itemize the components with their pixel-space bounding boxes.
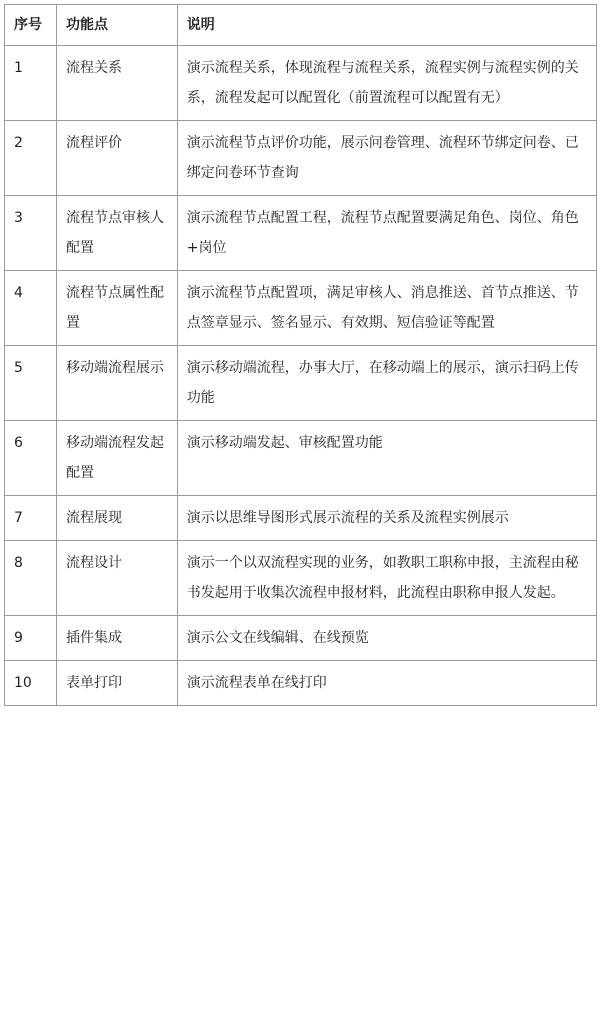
table-header (5, 5, 597, 46)
header-desc: 说明 (177, 5, 596, 46)
row-feature: 流程节点审核人配置 (56, 196, 177, 271)
table-row (5, 271, 597, 346)
row-feature: 流程设计 (56, 541, 177, 616)
row-feature: 移动端流程发起配置 (56, 421, 177, 496)
row-feature: 流程评价 (56, 121, 177, 196)
header-feature: 功能点 (56, 5, 177, 46)
row-feature: 移动端流程展示 (56, 346, 177, 421)
row-no: 5 (5, 346, 57, 421)
row-no: 1 (5, 46, 57, 121)
table-row (5, 661, 597, 706)
row-desc: 演示流程节点配置项，满足审核人、消息推送、首节点推送、节点签章显示、签名显示、有效期、短信验证等配置 (177, 271, 596, 346)
table-row (5, 496, 597, 541)
table-row (5, 421, 597, 496)
row-desc: 演示移动端流程，办事大厅，在移动端上的展示，演示扫码上传功能 (177, 346, 596, 421)
row-no: 6 (5, 421, 57, 496)
row-desc: 演示流程关系，体现流程与流程关系，流程实例与流程实例的关系，流程发起可以配置化（前置流程可以配置有无） (177, 46, 596, 121)
row-desc: 演示一个以双流程实现的业务，如教职工职称申报，主流程由秘书发起用于收集次流程申报材料，此流程由职称申报人发起。 (177, 541, 596, 616)
table-row (5, 121, 597, 196)
table-row (5, 346, 597, 421)
header-no: 序号 (5, 5, 57, 46)
row-no: 8 (5, 541, 57, 616)
row-no: 4 (5, 271, 57, 346)
row-feature: 流程展现 (56, 496, 177, 541)
row-desc: 演示流程节点评价功能，展示问卷管理、流程环节绑定问卷、已绑定问卷环节查询 (177, 121, 596, 196)
row-feature: 流程节点属性配置 (56, 271, 177, 346)
feature-table (4, 4, 597, 706)
table-row (5, 616, 597, 661)
row-desc: 演示流程表单在线打印 (177, 661, 596, 706)
row-feature: 表单打印 (56, 661, 177, 706)
row-no: 2 (5, 121, 57, 196)
table-row (5, 196, 597, 271)
row-desc: 演示移动端发起、审核配置功能 (177, 421, 596, 496)
row-no: 7 (5, 496, 57, 541)
row-no: 3 (5, 196, 57, 271)
header-row (5, 5, 597, 46)
row-desc: 演示流程节点配置工程，流程节点配置要满足角色、岗位、角色+岗位 (177, 196, 596, 271)
row-desc: 演示以思维导图形式展示流程的关系及流程实例展示 (177, 496, 596, 541)
table-row (5, 541, 597, 616)
table-body (5, 46, 597, 706)
row-desc: 演示公文在线编辑、在线预览 (177, 616, 596, 661)
table-row (5, 46, 597, 121)
row-no: 9 (5, 616, 57, 661)
row-feature: 流程关系 (56, 46, 177, 121)
row-feature: 插件集成 (56, 616, 177, 661)
row-no: 10 (5, 661, 57, 706)
